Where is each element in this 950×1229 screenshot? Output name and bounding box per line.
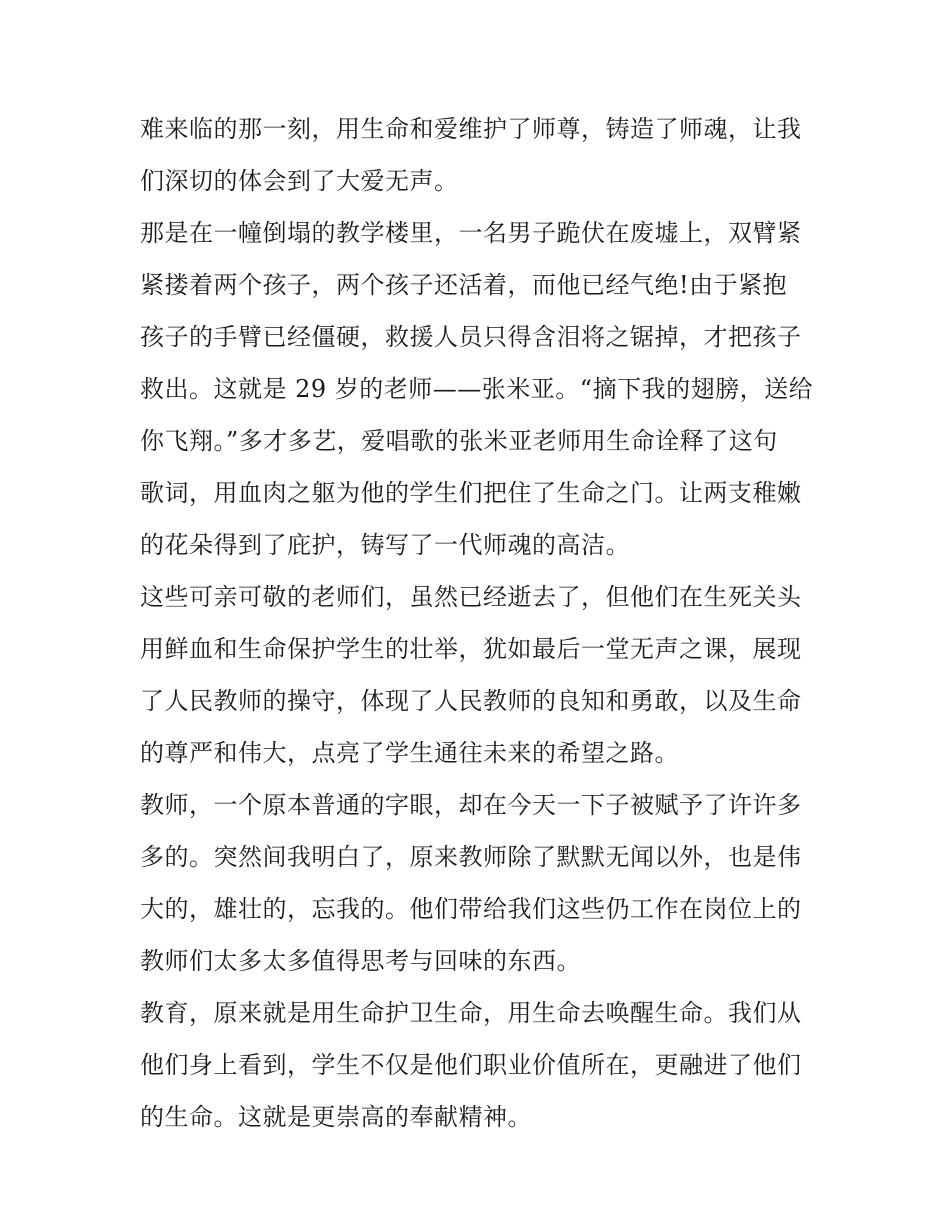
text-line: 的生命。这就是更崇高的奉献精神。	[140, 1103, 532, 1131]
text-line: 难来临的那一刻，用生命和爱维护了师尊，铸造了师魂，让我	[140, 115, 802, 143]
text-line: 那是在一幢倒塌的教学楼里，一名男子跪伏在废墟上，双臂紧	[140, 219, 802, 247]
text-line: 多的。突然间我明白了，原来教师除了默默无闻以外，也是伟	[140, 843, 802, 871]
text-line: 救出。这就是 29 岁的老师——张米亚。“摘下我的翅膀，送给	[140, 375, 814, 403]
text-line: 用鲜血和生命保护学生的壮举，犹如最后一堂无声之课，展现	[140, 635, 802, 663]
text-line: 教师们太多太多值得思考与回味的东西。	[140, 947, 581, 975]
text-line: 教师，一个原本普通的字眼，却在今天一下子被赋予了许许多	[140, 791, 802, 819]
text-line: 大的，雄壮的，忘我的。他们带给我们这些仍工作在岗位上的	[140, 895, 802, 923]
text-line: 教育，原来就是用生命护卫生命，用生命去唤醒生命。我们从	[140, 999, 802, 1027]
text-line: 歌词，用血肉之躯为他的学生们把住了生命之门。让两支稚嫩	[140, 479, 802, 507]
text-line: 了人民教师的操守，体现了人民教师的良知和勇敢，以及生命	[140, 687, 802, 715]
text-line: 紧搂着两个孩子，两个孩子还活着，而他已经气绝!由于紧抱	[140, 271, 788, 299]
text-line: 的尊严和伟大，点亮了学生通往未来的希望之路。	[140, 739, 679, 767]
text-line: 你飞翔。”多才多艺，爱唱歌的张米亚老师用生命诠释了这句	[140, 427, 778, 455]
text-line: 他们身上看到，学生不仅是他们职业价值所在，更融进了他们	[140, 1051, 802, 1079]
body-text	[140, 103, 820, 1143]
text-line: 孩子的手臂已经僵硬，救援人员只得含泪将之锯掉，才把孩子	[140, 323, 802, 351]
text-line: 的花朵得到了庇护，铸写了一代师魂的高洁。	[140, 531, 630, 559]
text-line: 这些可亲可敬的老师们，虽然已经逝去了，但他们在生死关头	[140, 583, 802, 611]
text-line: 们深切的体会到了大爱无声。	[140, 167, 459, 195]
